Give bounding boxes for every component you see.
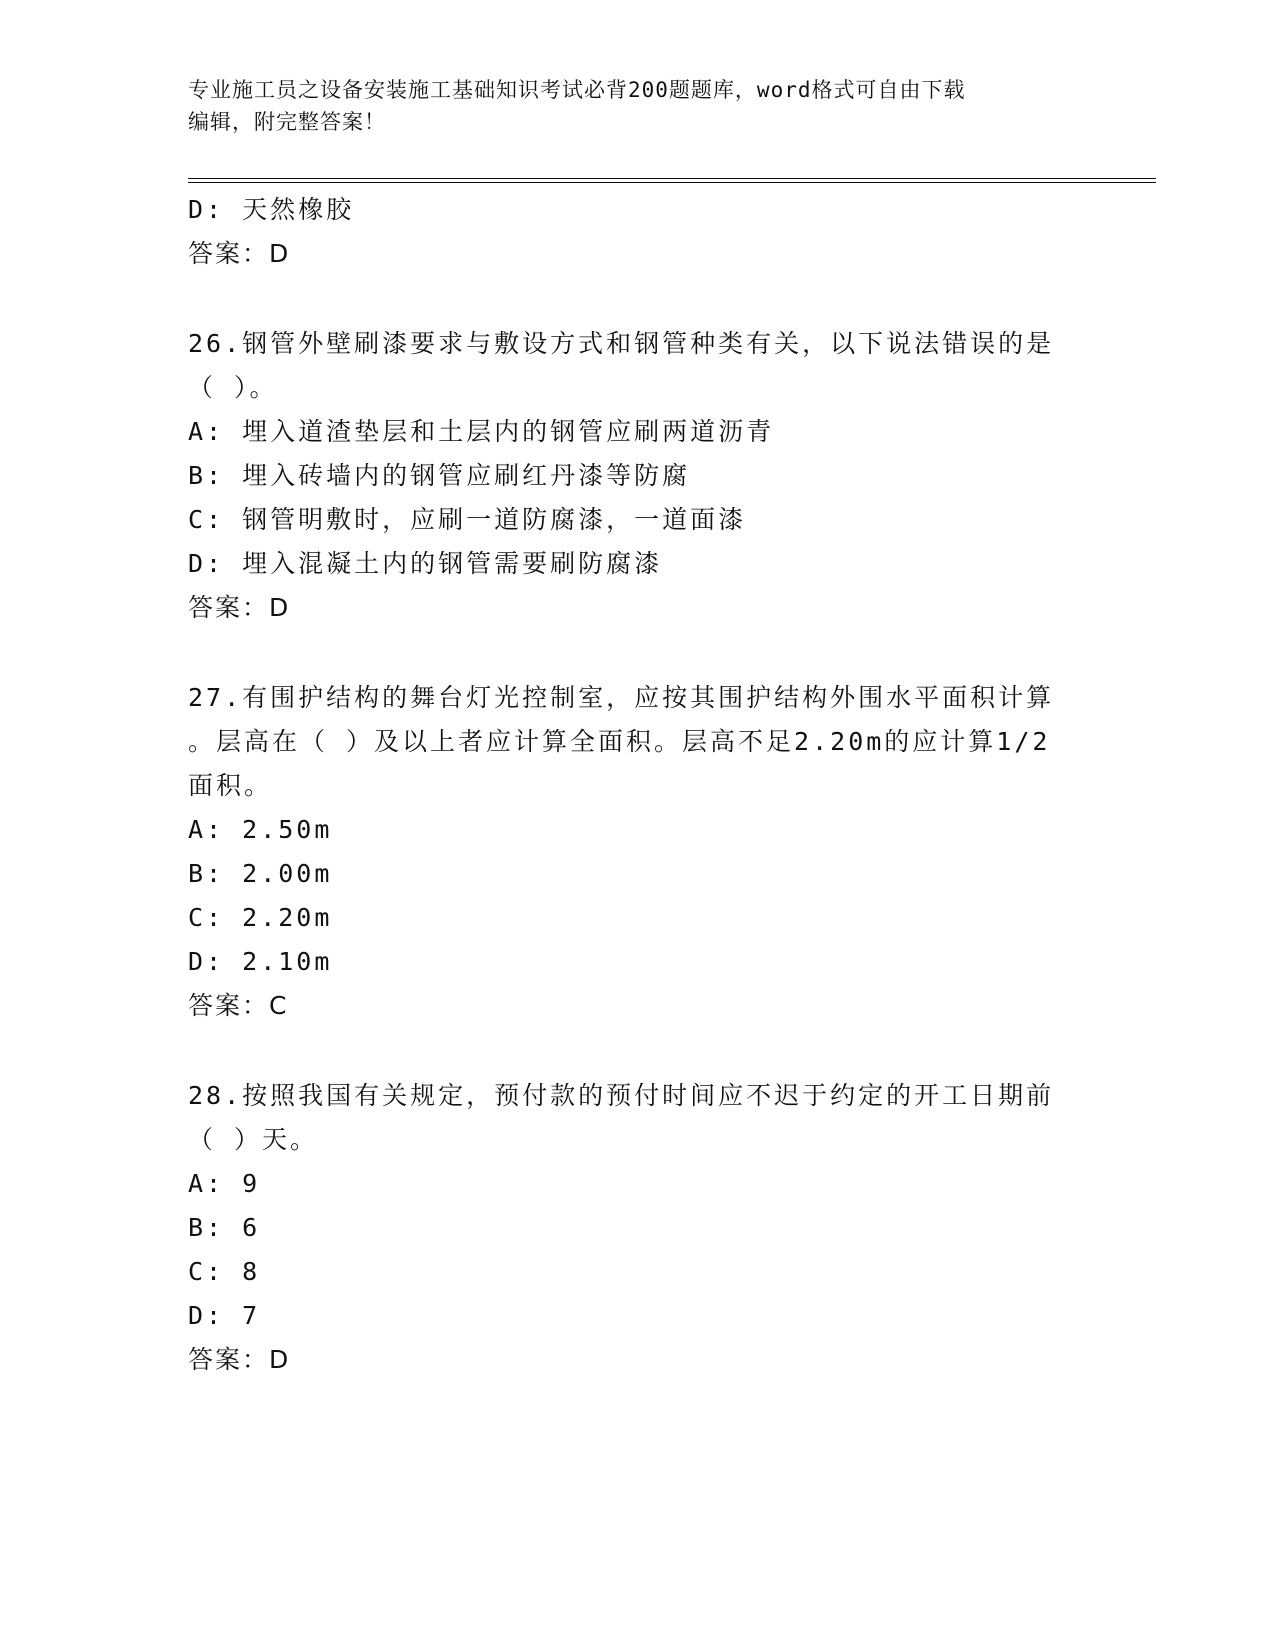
prev-question-answer: 答案：D (188, 239, 291, 268)
q27-answer: 答案：C (188, 991, 289, 1020)
q26-option-c: C: 钢管明敷时，应刷一道防腐漆，一道面漆 (188, 505, 747, 534)
q27-option-c: C: 2.20m (188, 903, 333, 932)
q26-stem-line-2: （ ）。 (188, 373, 278, 402)
prev-question-option-d: D: 天然橡胶 (188, 195, 355, 224)
q26-answer: 答案：D (188, 593, 291, 622)
document-header (188, 74, 1068, 138)
q27-option-a: A: 2.50m (188, 815, 333, 844)
q27-option-b: B: 2.00m (188, 859, 333, 888)
q27-stem-line-3: 面积。 (188, 771, 273, 800)
q28-option-d: D: 7 (188, 1301, 261, 1330)
q26-option-b: B: 埋入砖墙内的钢管应刷红丹漆等防腐 (188, 461, 691, 490)
q26-option-d: D: 埋入混凝土内的钢管需要刷防腐漆 (188, 549, 663, 578)
header-divider-bottom (188, 182, 1156, 183)
q28-option-a: A: 9 (188, 1169, 261, 1198)
q26-option-a: A: 埋入道渣垫层和土层内的钢管应刷两道沥青 (188, 417, 775, 446)
q28-stem-line-1: 28.按照我国有关规定，预付款的预付时间应不迟于约定的开工日期前 (188, 1081, 1055, 1110)
q27-option-d: D: 2.10m (188, 947, 333, 976)
q28-answer: 答案：D (188, 1345, 291, 1374)
q28-option-c: C: 8 (188, 1257, 261, 1286)
header-divider-top (188, 178, 1156, 179)
header-title-line-1: 专业施工员之设备安装施工基础知识考试必背200题题库，word格式可自由下载 (188, 78, 966, 102)
q27-stem-line-1: 27.有围护结构的舞台灯光控制室，应按其围护结构外围水平面积计算 (188, 683, 1055, 712)
q28-option-b: B: 6 (188, 1213, 261, 1242)
header-title-line-2: 编辑，附完整答案！ (188, 110, 386, 134)
q27-stem-line-2: 。层高在（ ）及以上者应计算全面积。层高不足2.20m的应计算1/2 (188, 727, 1051, 756)
q28-stem-line-2: （ ）天。 (188, 1125, 319, 1154)
q26-stem-line-1: 26.钢管外壁刷漆要求与敷设方式和钢管种类有关，以下说法错误的是 (188, 329, 1055, 358)
